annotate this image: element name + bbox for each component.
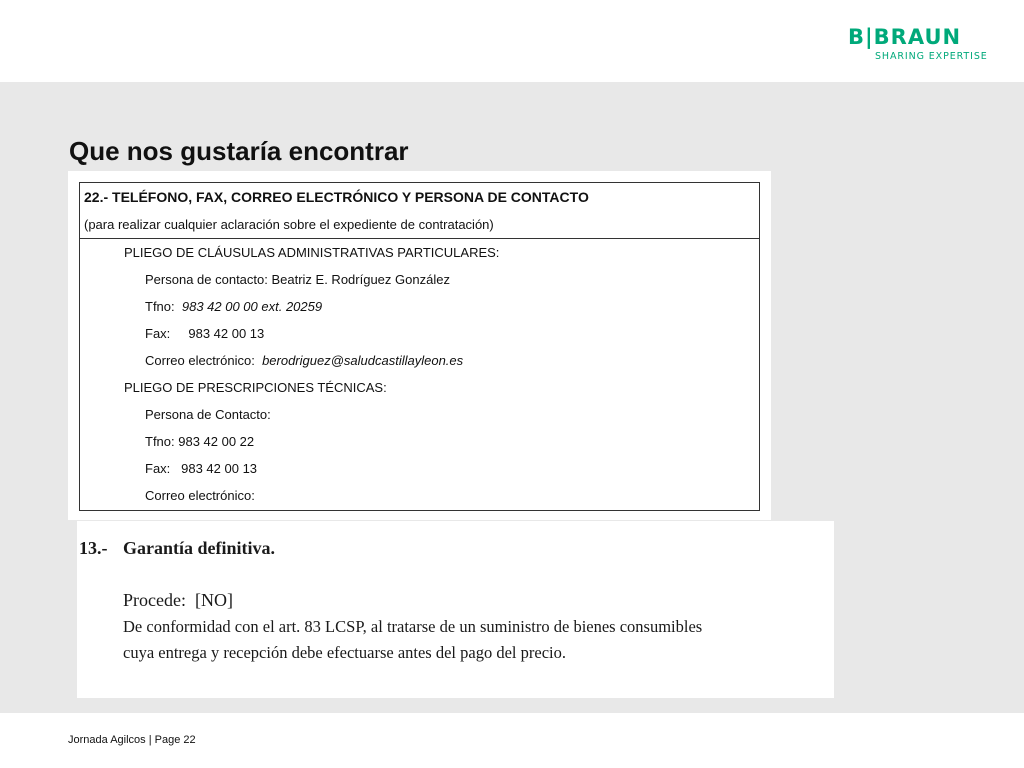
contact-form-scan xyxy=(68,171,771,520)
admin-fax-label: Fax: xyxy=(145,326,171,341)
clause-text-line-2: cuya entrega y recepción debe efectuarse antes del pago del precio. xyxy=(123,643,566,662)
admin-fax-value: 983 42 00 13 xyxy=(188,326,265,341)
contact-form-table xyxy=(79,182,760,511)
section-heading: 22.- TELÉFONO, FAX, CORREO ELECTRÓNICO Y PERSONA DE CONTACTO xyxy=(84,189,589,205)
form-header-row xyxy=(80,183,759,239)
tech-fax: Fax: 983 42 00 13 xyxy=(145,461,258,476)
admin-contact-person: Persona de contacto: Beatriz E. Rodríguez González xyxy=(145,272,450,287)
admin-fax xyxy=(145,326,264,342)
logo-wordmark: B|BRAUN xyxy=(848,25,962,49)
footer-page-info: Jornada Agilcos | Page 22 xyxy=(68,734,196,746)
section-note: (para realizar cualquier aclaración sobre el expediente de contratación) xyxy=(84,217,494,232)
tech-phone: Tfno: 983 42 00 22 xyxy=(145,434,255,449)
procede-line: Procede: [NO] xyxy=(123,590,233,610)
clause-title: Garantía definitiva. xyxy=(123,538,275,558)
slide-title: Que nos gustaría encontrar xyxy=(69,136,409,166)
admin-email-label: Correo electrónico: xyxy=(145,353,255,368)
admin-email-value: berodriguez@saludcastillayleon.es xyxy=(262,353,464,368)
bbraun-logo xyxy=(848,26,993,66)
admin-clauses-heading: PLIEGO DE CLÁUSULAS ADMINISTRATIVAS PARTICULARES: xyxy=(124,245,500,260)
clause-number: 13.- xyxy=(79,538,108,558)
clause-text-line-1: De conformidad con el art. 83 LCSP, al tratarse de un suministro de bienes consumibles xyxy=(123,617,703,636)
admin-phone-label: Tfno: xyxy=(145,299,175,314)
logo-tagline: SHARING EXPERTISE xyxy=(875,51,988,62)
tech-email: Correo electrónico: xyxy=(145,488,255,503)
admin-phone xyxy=(145,299,322,315)
tech-contact-person: Persona de Contacto: xyxy=(145,407,271,422)
slide-header xyxy=(0,0,1024,82)
guarantee-clause-scan xyxy=(77,521,834,698)
admin-phone-value: 983 42 00 00 ext. 20259 xyxy=(181,299,323,314)
admin-email xyxy=(145,353,463,369)
tech-specs-heading: PLIEGO DE PRESCRIPCIONES TÉCNICAS: xyxy=(124,380,387,395)
